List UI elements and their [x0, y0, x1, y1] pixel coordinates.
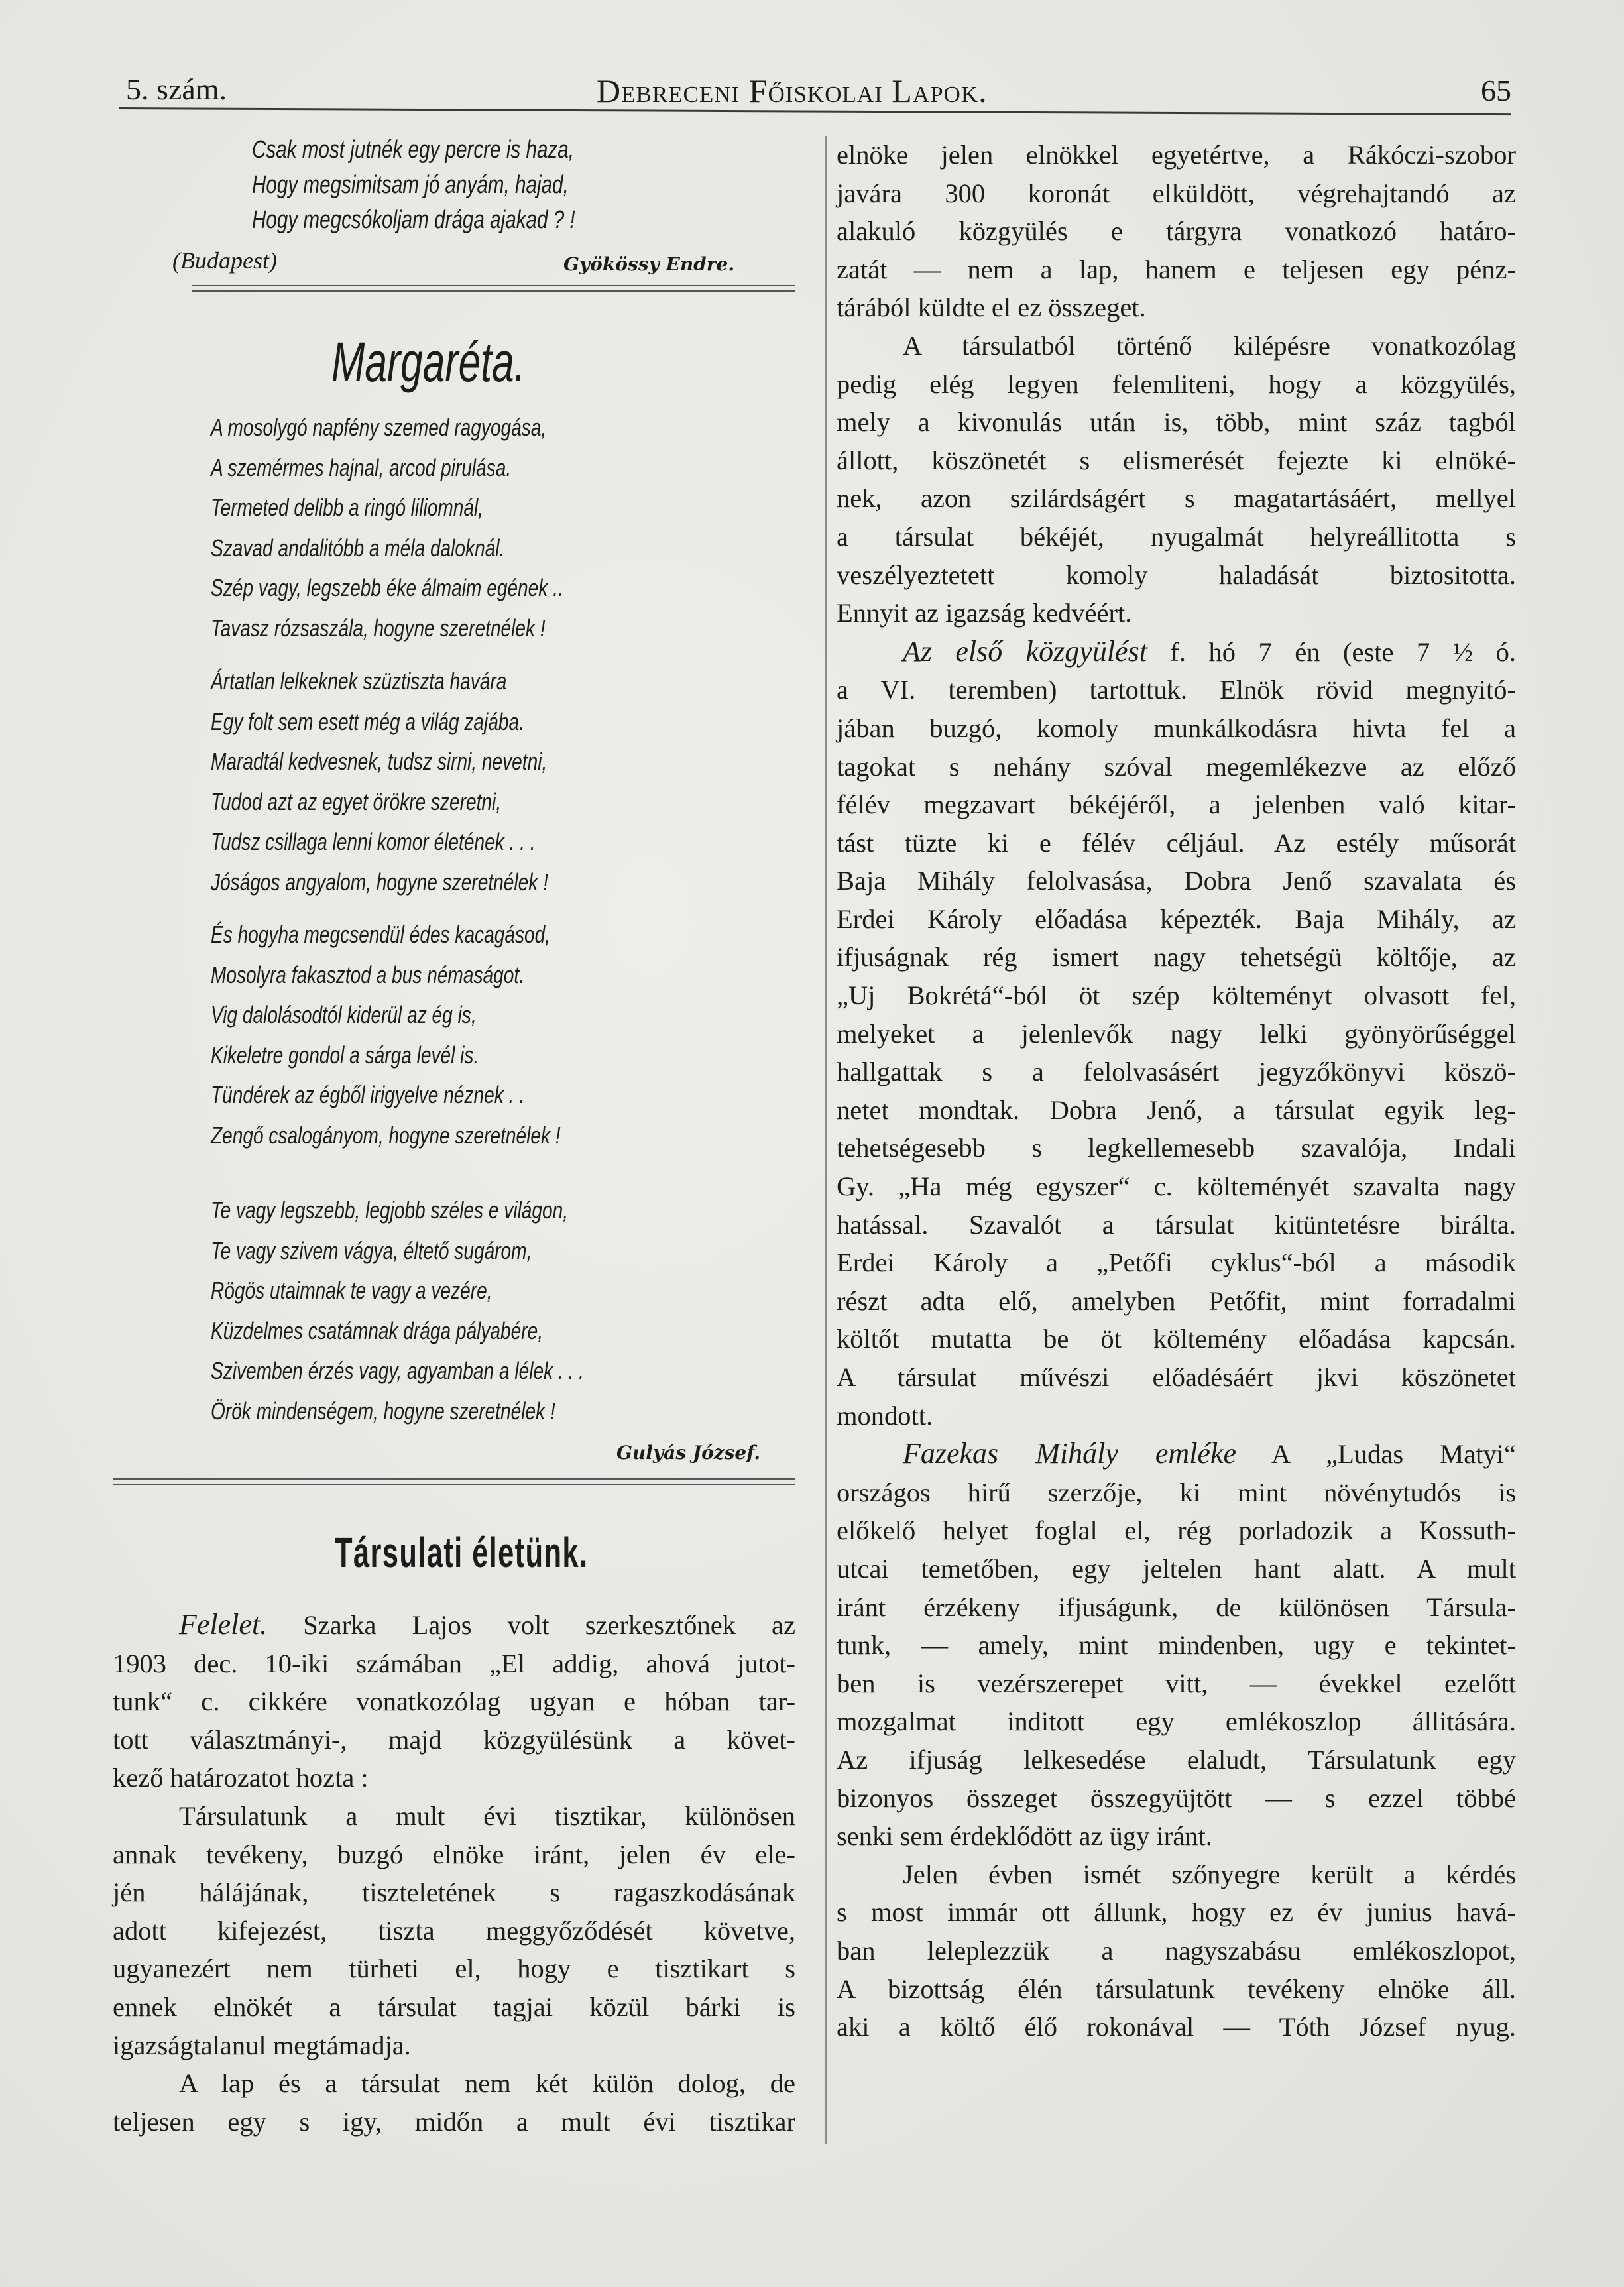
paragraph-line: annak tevékeny, buzgó elnöke iránt, jelen év ele-	[113, 1839, 795, 1869]
paragraph-line: veszélyeztetett komoly haladását biztositotta.	[837, 559, 1516, 590]
paragraph-line: Az első közgyülést f. hó 7 én (este 7 ½ ó.	[903, 634, 1516, 668]
paragraph-line: teljesen egy s igy, midőn a mult évi tisztikar	[113, 2106, 795, 2137]
poem-line: Szavad andalitóbb a méla daloknál.	[211, 534, 505, 561]
paragraph-line: tárából küldte el ez összeget.	[837, 292, 1146, 323]
paragraph-line: tunk, — amely, mint mindenben, ugy e tekintet-	[837, 1630, 1516, 1661]
paragraph-lead: Az első közgyülést	[903, 634, 1147, 668]
paragraph-line: A társulatból történő kilépésre vonatkozólag	[903, 330, 1516, 361]
paragraph-line: Jelen évben ismét szőnyegre került a kérdés	[903, 1859, 1516, 1889]
paragraph-line: Fazekas Mihály emléke A „Ludas Matyi“	[903, 1437, 1516, 1470]
paragraph-line: ben is vezérszerepet vitt, — évekkel ezelőtt	[837, 1668, 1516, 1698]
paragraph-line: kező határozatot hozta :	[113, 1763, 369, 1793]
poem-line: Egy folt sem esett még a világ zajába.	[211, 707, 524, 735]
poem-line: Maradtál kedvesnek, tudsz sirni, nevetni,	[211, 748, 548, 775]
paragraph-line: tott választmányi-, majd közgyülésünk a követ-	[113, 1724, 795, 1755]
paragraph-line: jában buzgó, komoly munkálkodásra hivta fel a	[837, 713, 1516, 743]
poem-line: Rögös utaimnak te vagy a vezére,	[211, 1277, 493, 1304]
section-title: Társulati életünk.	[335, 1529, 589, 1576]
poem-line: Szivemben érzés vagy, agyamban a lélek . . .	[211, 1357, 584, 1384]
poem-line: Termeted delibb a ringó liliomnál,	[211, 494, 484, 521]
paragraph-line: hatással. Szavalót a társulat kitüntetésre birálta.	[837, 1209, 1516, 1240]
poem-line: Csak most jutnék egy percre is haza,	[252, 136, 574, 164]
paragraph-line: pedig elég legyen felemliteni, hogy a közgyülés,	[837, 369, 1516, 399]
paragraph-line: elnöke jelen elnökkel egyetértve, a Rákóczi-szobor	[837, 140, 1516, 170]
paragraph-line: a társulat békéjét, nyugalmát helyreállitotta s	[837, 521, 1516, 552]
poem-line: Hogy megcsókoljam drága ajakad ? !	[252, 206, 575, 234]
paragraph-line: ifjuságnak rég ismert nagy tehetségü költője, az	[837, 942, 1516, 972]
paragraph-line: Erdei Károly a „Petőfi cyklus“-ból a második	[837, 1248, 1516, 1278]
poem-line: Te vagy legszebb, legjobb széles e világon,	[211, 1197, 569, 1224]
paragraph-line: Ennyit az igazság kedvéért.	[837, 598, 1132, 628]
paragraph-line: ugyanezért nem türheti el, hogy e tisztikart s	[113, 1954, 795, 1984]
poem-line: Ártatlan lelkeknek szüztiszta havára	[211, 668, 507, 695]
paragraph-line: alakuló közgyülés e tárgyra vonatkozó határo-	[837, 216, 1516, 247]
poem-stanza	[211, 915, 561, 1155]
poem-place: (Budapest)	[172, 247, 277, 274]
column-divider	[825, 136, 827, 2144]
paragraph-line: A lap és a társulat nem két külön dolog, de	[179, 2068, 795, 2099]
paragraph-line: melyeket a jelenlevők nagy lelki gyönyörűséggel	[837, 1018, 1516, 1049]
paragraph-line: bizonyos összeget összegyüjtött — s ezzel többé	[837, 1783, 1516, 1813]
section-rule	[113, 1478, 795, 1485]
paragraph-line: tehetségesebb s legkellemesebb szavalója, Indali	[837, 1133, 1516, 1163]
right-column	[837, 136, 1516, 2046]
paragraph-line: Erdei Károly előadása képezték. Baja Mihály, az	[837, 904, 1516, 934]
section-rule	[192, 285, 795, 292]
paragraph-line: állott, köszönetét s elismerését fejezte ki elnöké-	[837, 445, 1516, 475]
poem-line: Küzdelmes csatámnak drága pályabére,	[211, 1317, 544, 1344]
paragraph-line: országos hirű szerzője, ki mint növénytudós is	[837, 1477, 1516, 1507]
journal-title: Debreceni Főiskolai Lapok.	[597, 72, 988, 109]
paragraph-line: ennek elnökét a társulat tagjai közül bárki is	[113, 1991, 795, 2022]
poem-line: A szemérmes hajnal, arcod pirulása.	[211, 453, 512, 481]
poem-line: Te vagy szivem vágya, éltető sugárom,	[211, 1236, 532, 1264]
paragraph-line: részt adta elő, amelyben Petőfit, mint forradalmi	[837, 1285, 1516, 1316]
paragraph-line: Felelet. Szarka Lajos volt szerkesztőnek az	[179, 1608, 795, 1641]
paragraph-line: hallgattak s a felolvasásért jegyzőkönyvi köszö-	[837, 1057, 1516, 1087]
poem-line: Hogy megsimitsam jó anyám, hajad,	[252, 171, 569, 199]
paragraph-lead: Felelet.	[179, 1608, 268, 1641]
poem-stanza	[211, 662, 548, 902]
paragraph-line: Gy. „Ha még egyszer“ c. költeményét szavalta nagy	[837, 1171, 1516, 1202]
poem-stanza	[211, 408, 563, 648]
paragraph-line: jén hálájának, tiszteletének s ragaszkodásának	[113, 1877, 795, 1908]
poem-line: Zengő csalogányom, hogyne szeretnélek !	[211, 1121, 561, 1149]
poem-author: Gulyás József.	[616, 1442, 761, 1464]
article-text-left	[113, 1606, 795, 2140]
paragraph-line: adott kifejezést, tiszta meggyőződését követve,	[113, 1915, 795, 1946]
poem-line: Kikeletre gondol a sárga levél is.	[211, 1041, 479, 1069]
paragraph-line: aki a költő élő rokonával — Tóth József nyug.	[837, 2012, 1516, 2042]
paragraph-line: Az ifjuság lelkesedése elaludt, Társulatunk egy	[837, 1744, 1516, 1775]
poem-line: Mosolyra fakasztod a bus némaságot.	[211, 961, 524, 988]
poem-line: A mosolygó napfény szemed ragyogása,	[211, 414, 547, 441]
poem-line: Tavasz rózsaszála, hogyne szeretnélek !	[211, 614, 546, 642]
paragraph-line: utcai temetőben, egy jeltelen hant alatt. A mult	[837, 1553, 1516, 1584]
paragraph-line: javára 300 koronát elküldött, végrehajtandó az	[837, 178, 1516, 208]
paragraph-line: Baja Mihály felolvasása, Dobra Jenő szavalata és	[837, 866, 1516, 896]
paragraph-line: mozgalmat inditott egy emlékoszlop állitására.	[837, 1706, 1516, 1737]
paragraph-line: senki sem érdeklődött az ügy iránt.	[837, 1821, 1212, 1851]
poem-line: Örök mindenségem, hogyne szeretnélek !	[211, 1397, 555, 1425]
poem-line: Tündérek az égből irigyelve néznek . .	[211, 1081, 524, 1108]
paragraph-line: tunk“ c. cikkére vonatkozólag ugyan e hóban tar-	[113, 1686, 795, 1717]
paragraph-line: „Uj Bokrétá“-ból öt szép költeményt olvasott fel,	[837, 980, 1516, 1011]
paragraph-line: tást tüzte ki e félév céljául. Az estély műsorát	[837, 827, 1516, 858]
poem-line: Tudsz csillaga lenni komor életének . . .	[211, 828, 536, 855]
paragraph-line: Társulatunk a mult évi tisztikar, különösen	[179, 1800, 795, 1831]
paragraph-line: A bizottság élén társulatunk tevékeny elnöke áll.	[837, 1973, 1516, 2004]
paragraph-line: A társulat művészi előadésáért jkvi köszönetet	[837, 1362, 1516, 1392]
paragraph-line: költőt mutatta be öt költemény előadása kapcsán.	[837, 1324, 1516, 1354]
poem-ending	[252, 133, 575, 238]
paragraph-line: netet mondtak. Dobra Jenő, a társulat egyik leg-	[837, 1094, 1516, 1125]
poem-line: Vig dalolásodtól kiderül az ég is,	[211, 1001, 477, 1028]
paragraph-lead: Fazekas Mihály emléke	[903, 1437, 1237, 1470]
poem-author: Gyökössy Endre.	[563, 253, 735, 275]
paragraph-line: igazságtalanul megtámadja.	[113, 2030, 411, 2060]
paragraph-line: mely a kivonulás után is, több, mint száz tagból	[837, 407, 1516, 438]
paragraph-line: tagokat s nehány szóval megemlékezve az előző	[837, 751, 1516, 782]
paragraph-line: a VI. teremben) tartottuk. Elnök rövid megnyitó-	[837, 675, 1516, 705]
paragraph-line: nek, azon szilárdságért s magatartásáért, mellyel	[837, 483, 1516, 514]
poem-line: És hogyha megcsendül édes kacagásod,	[211, 921, 551, 948]
paragraph-line: félév megzavart békéjéről, a jelenben való kitar-	[837, 790, 1516, 820]
paragraph-line: iránt érzékeny ifjuságunk, de különösen Társula-	[837, 1592, 1516, 1622]
paragraph-line: ban leleplezzük a nagyszabásu emlékoszlopot,	[837, 1935, 1516, 1965]
poem-title: Margaréta.	[331, 331, 526, 393]
poem-line: Szép vagy, legszebb éke álmaim egének ..	[211, 574, 563, 601]
paragraph-line: zatát — nem a lap, hanem e teljesen egy pénz-	[837, 254, 1516, 284]
poem-line: Tudod azt az egyet örökre szeretni,	[211, 788, 502, 815]
running-header	[119, 72, 1511, 111]
paragraph-line: előkelő helyet foglal el, rég porladozik a Kossuth-	[837, 1515, 1516, 1546]
paragraph-line: s most immár ott állunk, hogy ez év junius havá-	[837, 1897, 1516, 1928]
issue-number: 5. szám.	[126, 72, 227, 106]
poem-stanza	[211, 1191, 584, 1431]
paragraph-line: 1903 dec. 10-iki számában „El addig, ahová jutot-	[113, 1648, 795, 1678]
paragraph-line: mondott.	[837, 1400, 933, 1431]
poem-line: Jóságos angyalom, hogyne szeretnélek !	[211, 868, 548, 896]
page-number: 65	[1481, 74, 1511, 107]
